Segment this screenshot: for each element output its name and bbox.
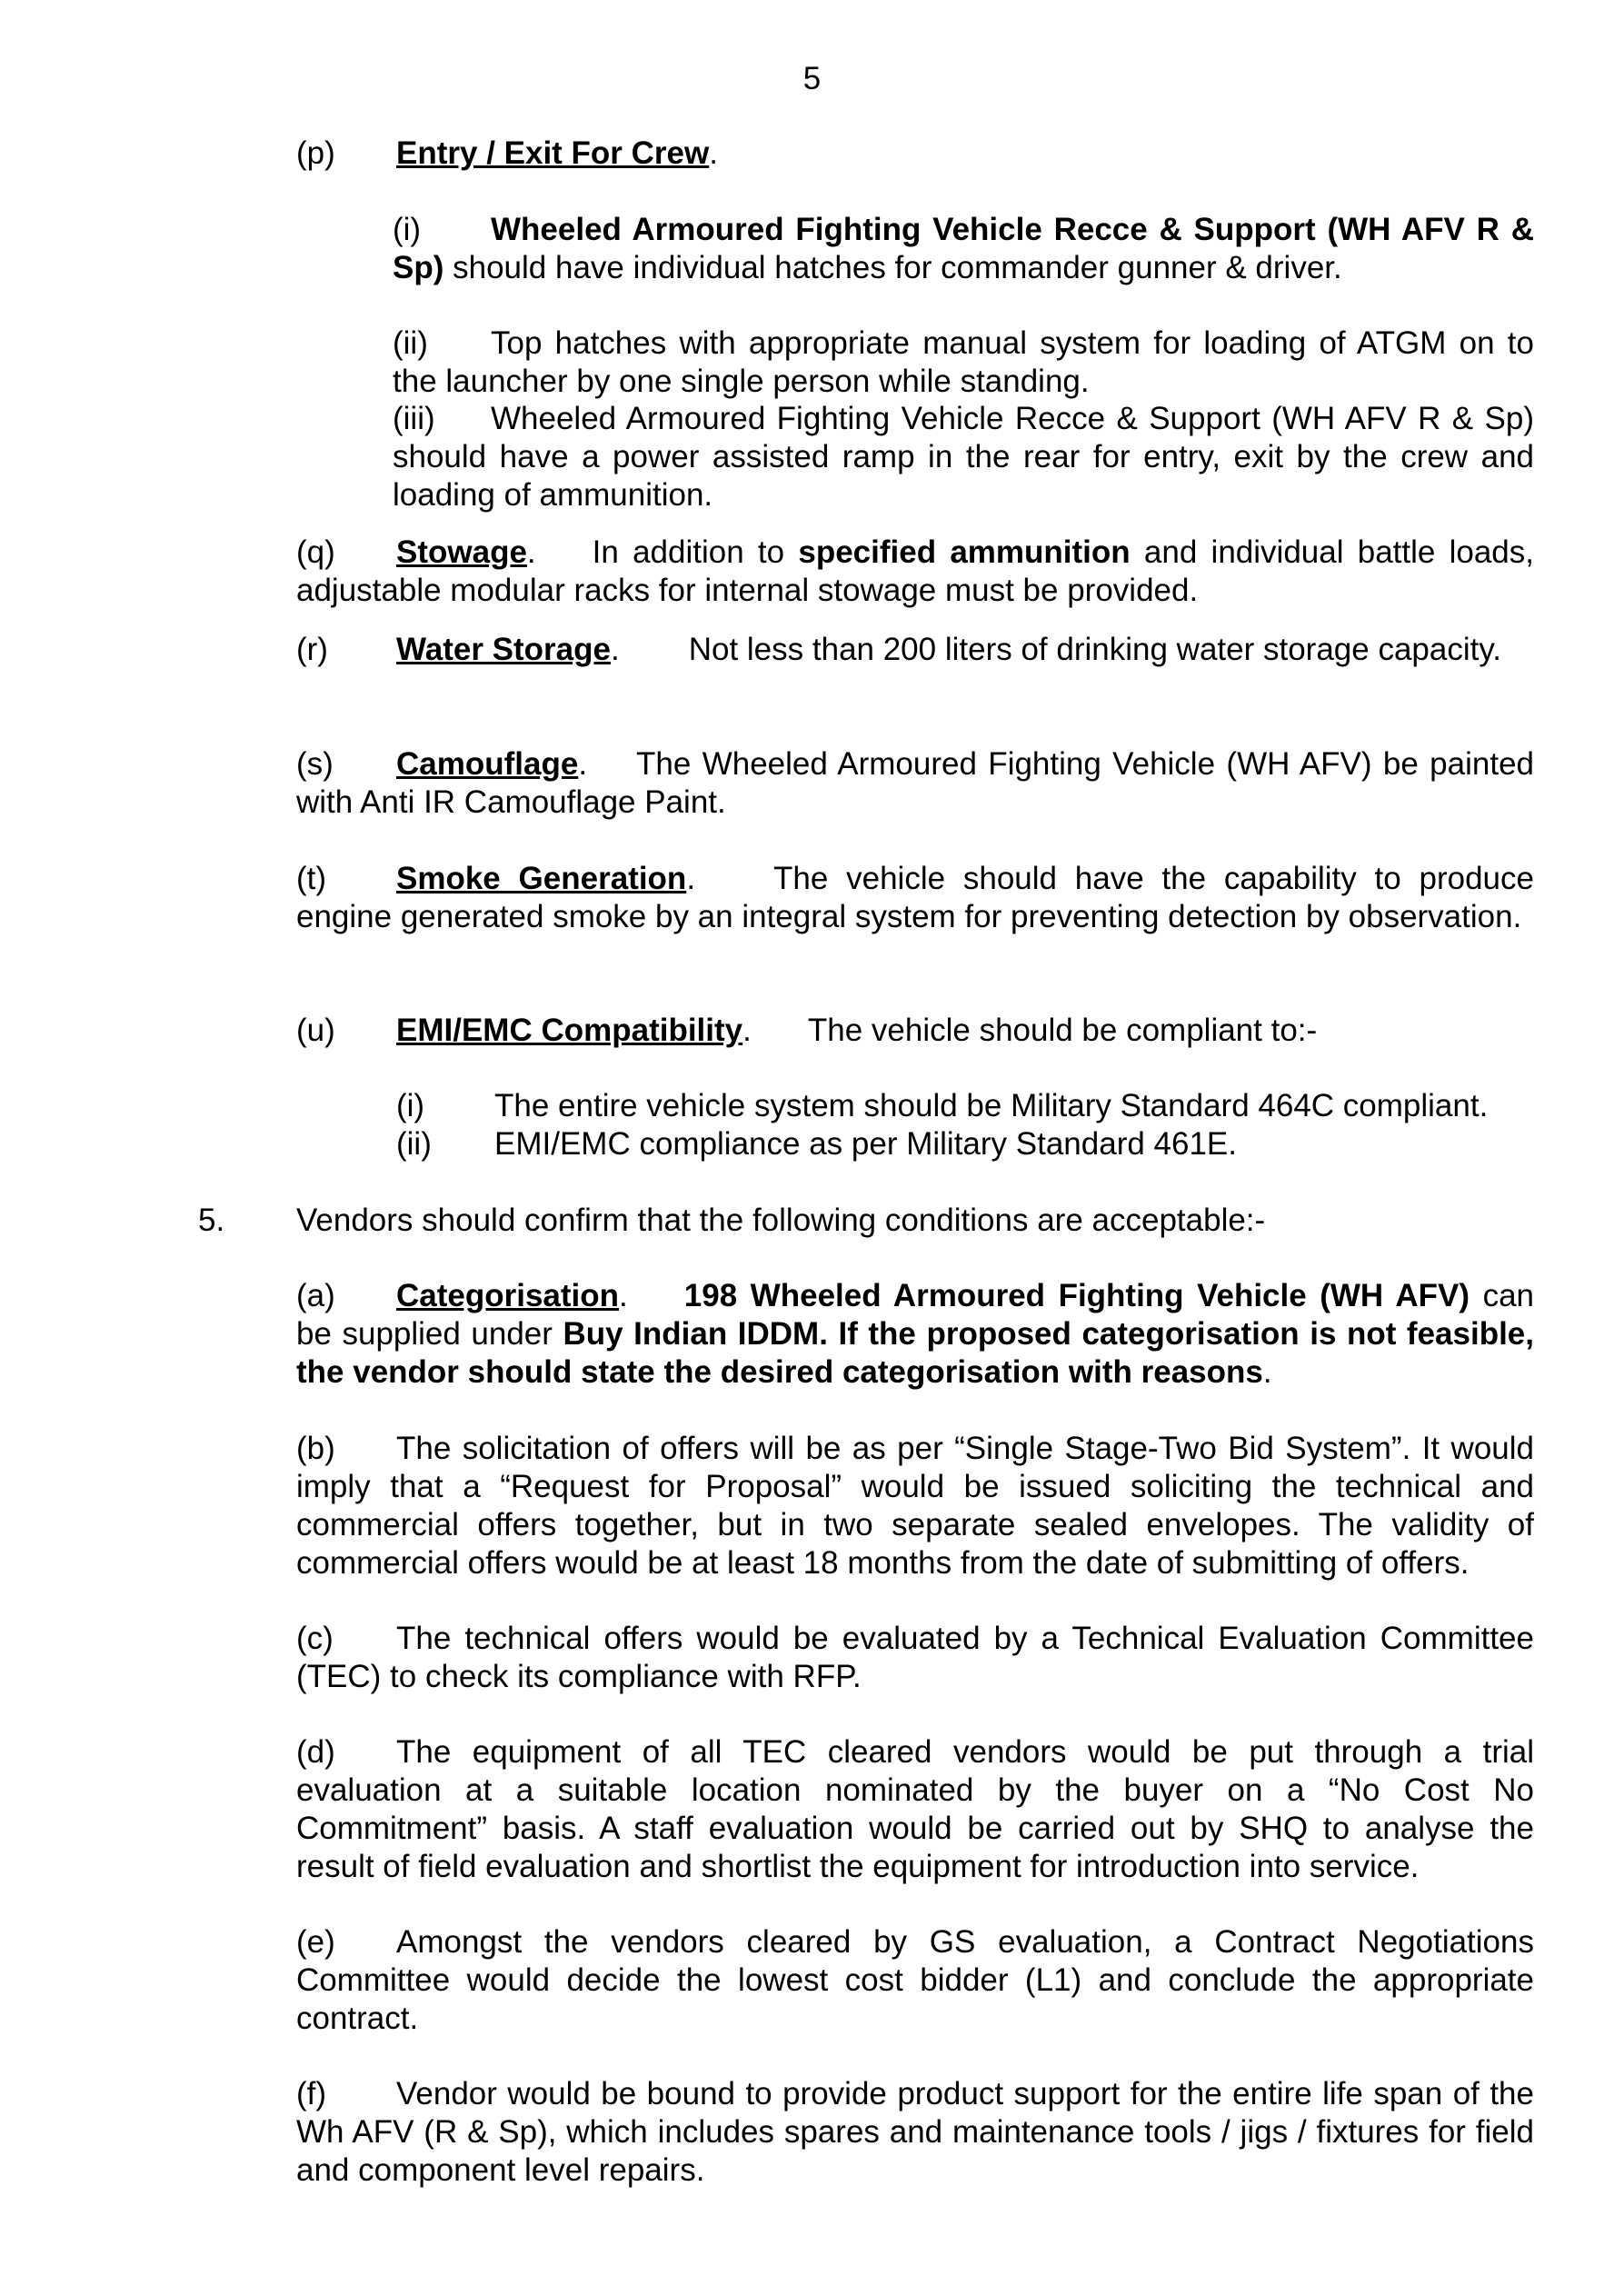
para-5e: (e) Amongst the vendors cleared by GS evaluation, a Contract Negotiations Committee would decide the lowest cost bidder (L1) and conclude the appropriate contract.: [296, 1924, 1534, 2036]
para-r: (r) Water Storage. Not less than 200 liters of drinking water storage capacity.: [296, 632, 1501, 667]
para-p-title: Entry / Exit For Crew: [396, 135, 710, 171]
para-s-title: Camouflage: [396, 746, 579, 782]
para-5f: (f) Vendor would be bound to provide product support for the entire life span of the Wh AFV (R & Sp), which includes spares and maintenance tools / jigs / fixtures for field and component level repairs.: [296, 2076, 1534, 2188]
section-5-intro: Vendors should confirm that the following conditions are acceptable:-: [296, 1203, 1266, 1238]
para-p-ii: (ii) Top hatches with appropriate manual system for loading of ATGM on to the launcher by one single person while standing.: [393, 325, 1534, 399]
para-s: (s) Camouflage. The Wheeled Armoured Fighting Vehicle (WH AFV) be painted with Anti IR Camouflage Paint.: [296, 746, 1534, 820]
para-p-i-bold-a: Wheeled Armoured Fighting Vehicle Recce & Support: [491, 212, 1316, 247]
para-q-bold: specified ammunition: [798, 534, 1131, 570]
para-u-i: (i) The entire vehicle system should be Military Standard 464C compliant.: [396, 1088, 1489, 1123]
para-t: (t) Smoke Generation. The vehicle should have the capability to produce engine generated smoke by an integral system for preventing detection by observation.: [296, 861, 1534, 934]
para-5d: (d) The equipment of all TEC cleared vendors would be put through a trial evaluation at a suitable location nominated by the buyer on a “No Cost No Commitment” basis. A staff evaluation would be carried out by SHQ to analyse the result of field evaluation and shortlist the equipment for introduction into service.: [296, 1734, 1534, 1884]
section-5-heading: [198, 1202, 1266, 1240]
para-p-iii: (iii) Wheeled Armoured Fighting Vehicle Recce & Support (WH AFV R & Sp) should have a power assisted ramp in the rear for entry, exit by the crew and loading of ammunition.: [393, 401, 1534, 513]
para-5a-bold-a: 198 Wheeled Armoured Fighting Vehicle (WH AFV): [683, 1278, 1470, 1313]
para-p-iii-text: Wheeled Armoured Fighting Vehicle Recce & Support (WH AFV R & Sp) should have a power assisted ramp in the rear for entry, exit by the crew and loading of ammunition.: [393, 401, 1534, 513]
section-5-number: 5.: [198, 1203, 225, 1238]
para-u-title: EMI/EMC Compatibility: [396, 1013, 743, 1048]
para-r-title: Water Storage: [396, 632, 611, 667]
para-p-label: (p): [296, 135, 335, 171]
para-q-title: Stowage: [396, 534, 527, 570]
para-p-heading: (p) Entry / Exit For Crew.: [296, 135, 718, 171]
para-5a: (a) Categorisation. 198 Wheeled Armoured Fighting Vehicle (WH AFV) can be supplied under Buy Indian IDDM. If the proposed categorisation is not feasible, the vendor should state the desired categorisation with reasons.: [296, 1278, 1535, 1390]
para-p-i-bold-b: (WH AFV R & Sp): [393, 212, 1534, 285]
para-p-ii-text: Top hatches with appropriate manual system for loading of ATGM on to the launcher by one single person while standing.: [393, 325, 1534, 399]
para-t-title: Smoke Generation: [396, 861, 687, 896]
para-5c: (c) The technical offers would be evaluated by a Technical Evaluation Committee (TEC) to check its compliance with RFP.: [296, 1621, 1534, 1694]
page-number: 5: [802, 61, 822, 96]
para-q: (q) Stowage. In addition to specified ammunition and individual battle loads, adjustable modular racks for internal stowage must be provided.: [296, 534, 1534, 608]
para-p-i-text: should have individual hatches for commander gunner & driver.: [443, 250, 1342, 285]
para-5b: (b) The solicitation of offers will be as per “Single Stage-Two Bid System”. It would imply that a “Request for Proposal” would be issued soliciting the technical and commercial offers together, but in two separate sealed envelopes. The validity of commercial offers would be at least 18 months from the date of submitting of offers.: [296, 1431, 1534, 1581]
para-u-ii: (ii) EMI/EMC compliance as per Military Standard 461E.: [396, 1126, 1237, 1162]
para-5a-title: Categorisation: [396, 1278, 620, 1313]
para-p-i: (i) Wheeled Armoured Fighting Vehicle Recce & Support (WH AFV R & Sp) should have individual hatches for commander gunner & driver.: [393, 212, 1534, 285]
para-u-heading: (u) EMI/EMC Compatibility. The vehicle should be compliant to:-: [296, 1013, 1318, 1048]
para-5a-bold-b: Buy Indian IDDM. If the proposed categorisation is not feasible, the vendor should state the desired categorisation with reasons: [296, 1316, 1534, 1390]
